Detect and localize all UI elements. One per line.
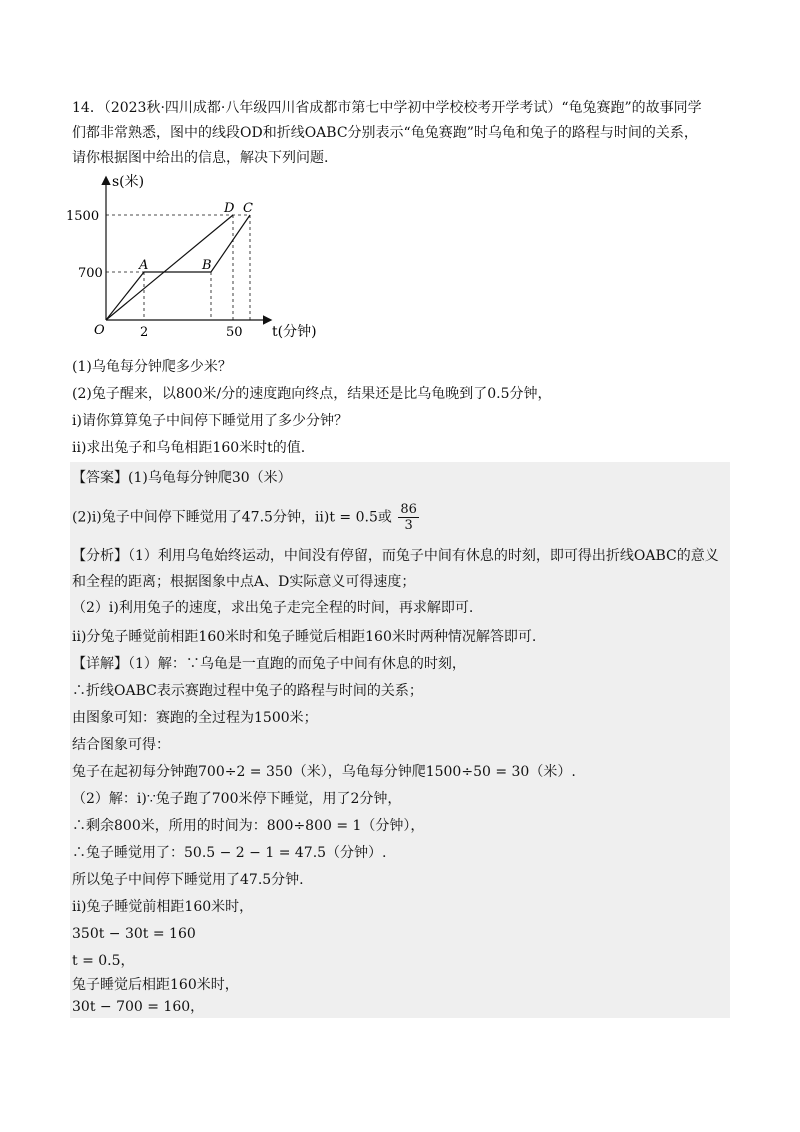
detail-line-9: 所以兔子中间停下睡觉用了47.5分钟. [72,872,304,888]
question-line-3: 请你根据图中给出的信息，解决下列问题. [72,150,329,166]
question-line-1: 14．（2023秋·四川成都·八年级四川省成都市第七中学初中学校校考开学考试）“龟兔赛跑”的故事同学 [72,100,702,116]
part-2: (2)兔子醒来，以800米/分的速度跑向终点，结果还是比乌龟晚到了0.5分钟， [72,386,552,402]
distance-time-graph [60,168,360,348]
detail-line-5: 兔子在起初每分钟跑700÷2 = 350（米），乌龟每分钟爬1500÷50 = 30（米）. [72,764,576,780]
detail-line-3: 由图象可知：赛跑的全过程为1500米； [72,710,318,726]
part-2-ii: ii)求出兔子和乌龟相距160米时t的值. [72,440,306,456]
detail-line-14: 30t − 700 = 160， [72,999,205,1015]
point-label-c: C [243,201,253,216]
detail-line-4: 结合图象可得： [72,737,170,753]
answer-line-2-text: (2)i)兔子中间停下睡觉用了47.5分钟，ii)t = 0.5或 [72,509,392,526]
answer-line-1: 【答案】(1)乌龟每分钟爬30（米） [72,470,292,486]
detail-line-8: ∴兔子睡觉用了：50.5 − 2 − 1 = 47.5（分钟）. [72,845,387,861]
point-label-d: D [224,201,235,216]
detail-line-11: 350t − 30t = 160 [72,926,196,942]
rabbit-line-oabc [106,215,250,320]
y-tick-1500: 1500 [66,209,100,224]
answer-fraction [398,502,419,533]
detail-line-1: 【详解】（1）解：∵乌龟是一直跑的而兔子中间有休息的时刻， [72,656,466,672]
question-line-2: 们都非常熟悉，图中的线段OD和折线OABC分别表示“龟兔赛跑”时乌龟和兔子的路程与时间的关系， [72,125,698,141]
y-tick-700: 700 [78,266,103,281]
x-axis-label: t(分钟) [272,324,317,340]
x-tick-50: 50 [226,325,243,340]
y-axis-label: s(米) [112,174,145,190]
detail-line-12: t = 0.5， [72,953,135,969]
detail-line-7: ∴剩余800米，所用的时间为：800÷800 = 1（分钟）， [72,818,425,834]
part-1: (1)乌龟每分钟爬多少米？ [72,359,232,375]
point-label-b: B [202,258,212,273]
analysis-line-2: 和全程的距离；根据图象中点A、D实际意义可得速度； [72,574,416,590]
detail-line-10: ii)兔子睡觉前相距160米时， [72,899,254,915]
fraction-denominator: 3 [404,518,413,533]
detail-line-13: 兔子睡觉后相距160米时， [72,977,239,993]
part-2-i: i)请你算算兔子中间停下睡觉用了多少分钟？ [72,413,348,429]
analysis-line-3: （2）i)利用兔子的速度，求出兔子走完全程的时间，再求解即可. [72,600,474,616]
x-tick-2: 2 [140,325,149,340]
analysis-line-1: 【分析】（1）利用乌龟始终运动，中间没有停留，而兔子中间有休息的时刻，即可得出折线OABC的意义 [72,548,719,564]
detail-line-2: ∴折线OABC表示赛跑过程中兔子的路程与时间的关系； [72,683,423,699]
point-label-o: O [94,323,105,338]
point-label-a: A [139,258,149,273]
fraction-numerator: 86 [400,502,417,517]
detail-line-6: （2）解：i)∵兔子跑了700米停下睡觉，用了2分钟， [72,791,402,807]
answer-line-2 [72,502,421,533]
analysis-line-4: ii)分兔子睡觉前相距160米时和兔子睡觉后相距160米时两种情况解答即可. [72,629,537,645]
